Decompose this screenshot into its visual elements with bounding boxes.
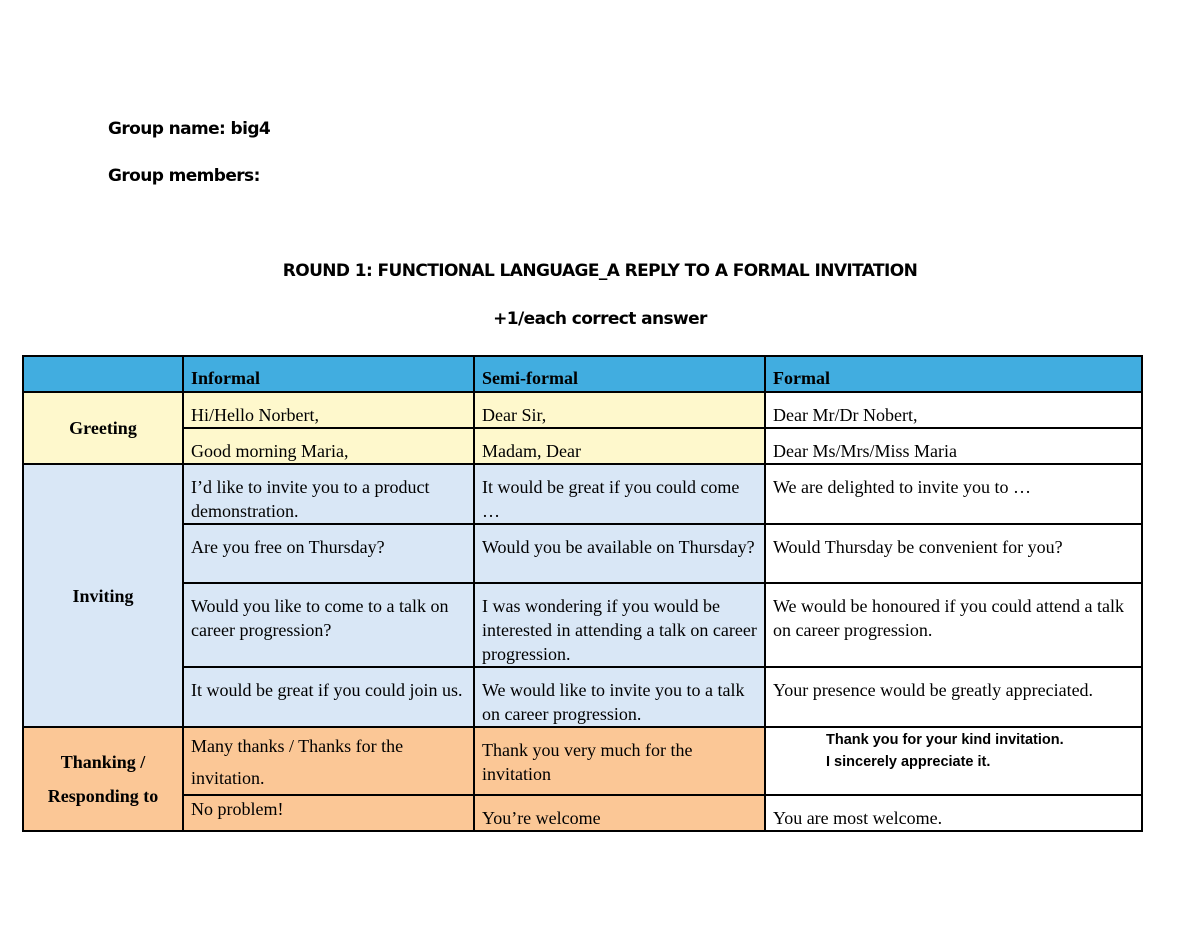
score-note: +1/each correct answer <box>493 309 707 329</box>
table-row <box>23 667 1142 727</box>
table-cell: You are most welcome. <box>765 795 1142 831</box>
table-row <box>23 583 1142 667</box>
table-cell: Many thanks / Thanks for the invitation. <box>183 727 474 795</box>
table-cell: Would you be available on Thursday? <box>474 524 765 583</box>
row-label-inviting: Inviting <box>23 464 183 727</box>
table-cell: Are you free on Thursday? <box>183 524 474 583</box>
header-cell-informal: Informal <box>183 356 474 392</box>
table-cell: We are delighted to invite you to … <box>765 464 1142 524</box>
table-cell: We would be honoured if you could attend a talk on career progression. <box>765 583 1142 667</box>
table-row <box>23 524 1142 583</box>
group-members: Group members: <box>108 166 260 186</box>
row-label-thanking-line1: Thanking / <box>60 752 146 772</box>
table-cell <box>765 727 1142 795</box>
table-cell: Hi/Hello Norbert, <box>183 392 474 428</box>
table-cell: Madam, Dear <box>474 428 765 464</box>
row-label-thanking <box>23 727 183 831</box>
round-title: ROUND 1: FUNCTIONAL LANGUAGE_A REPLY TO A FORMAL INVITATION <box>282 261 918 281</box>
header-cell-semi-formal: Semi-formal <box>474 356 765 392</box>
table-row <box>23 464 1142 524</box>
formal-thanks-line2: I sincerely appreciate it. <box>826 754 991 770</box>
table-row <box>23 428 1142 464</box>
table-cell: We would like to invite you to a talk on career progression. <box>474 667 765 727</box>
formal-thanks-line1: Thank you for your kind invitation. <box>826 732 1064 748</box>
table-cell: Your presence would be greatly appreciated. <box>765 667 1142 727</box>
table-cell: It would be great if you could join us. <box>183 667 474 727</box>
table-cell: Thank you very much for the invitation <box>474 727 765 795</box>
table-cell: Dear Mr/Dr Nobert, <box>765 392 1142 428</box>
header-cell-empty <box>23 356 183 392</box>
table-row <box>23 392 1142 428</box>
table-cell: No problem! <box>183 795 474 831</box>
table-header-row <box>23 356 1142 392</box>
table-cell: Good morning Maria, <box>183 428 474 464</box>
header-cell-formal: Formal <box>765 356 1142 392</box>
table-cell: Would Thursday be convenient for you? <box>765 524 1142 583</box>
table-cell: I’d like to invite you to a product demonstration. <box>183 464 474 524</box>
table-cell: You’re welcome <box>474 795 765 831</box>
table-row <box>23 727 1142 795</box>
table-cell: Dear Sir, <box>474 392 765 428</box>
table-cell: It would be great if you could come … <box>474 464 765 524</box>
row-label-thanking-line2: Responding to <box>47 786 159 806</box>
table-row <box>23 795 1142 831</box>
table-cell: Dear Ms/Mrs/Miss Maria <box>765 428 1142 464</box>
table-cell: Would you like to come to a talk on career progression? <box>183 583 474 667</box>
group-name: Group name: big4 <box>108 119 271 139</box>
row-label-greeting: Greeting <box>23 392 183 464</box>
table-cell: I was wondering if you would be interested in attending a talk on career progression. <box>474 583 765 667</box>
functional-language-table <box>22 355 1143 832</box>
